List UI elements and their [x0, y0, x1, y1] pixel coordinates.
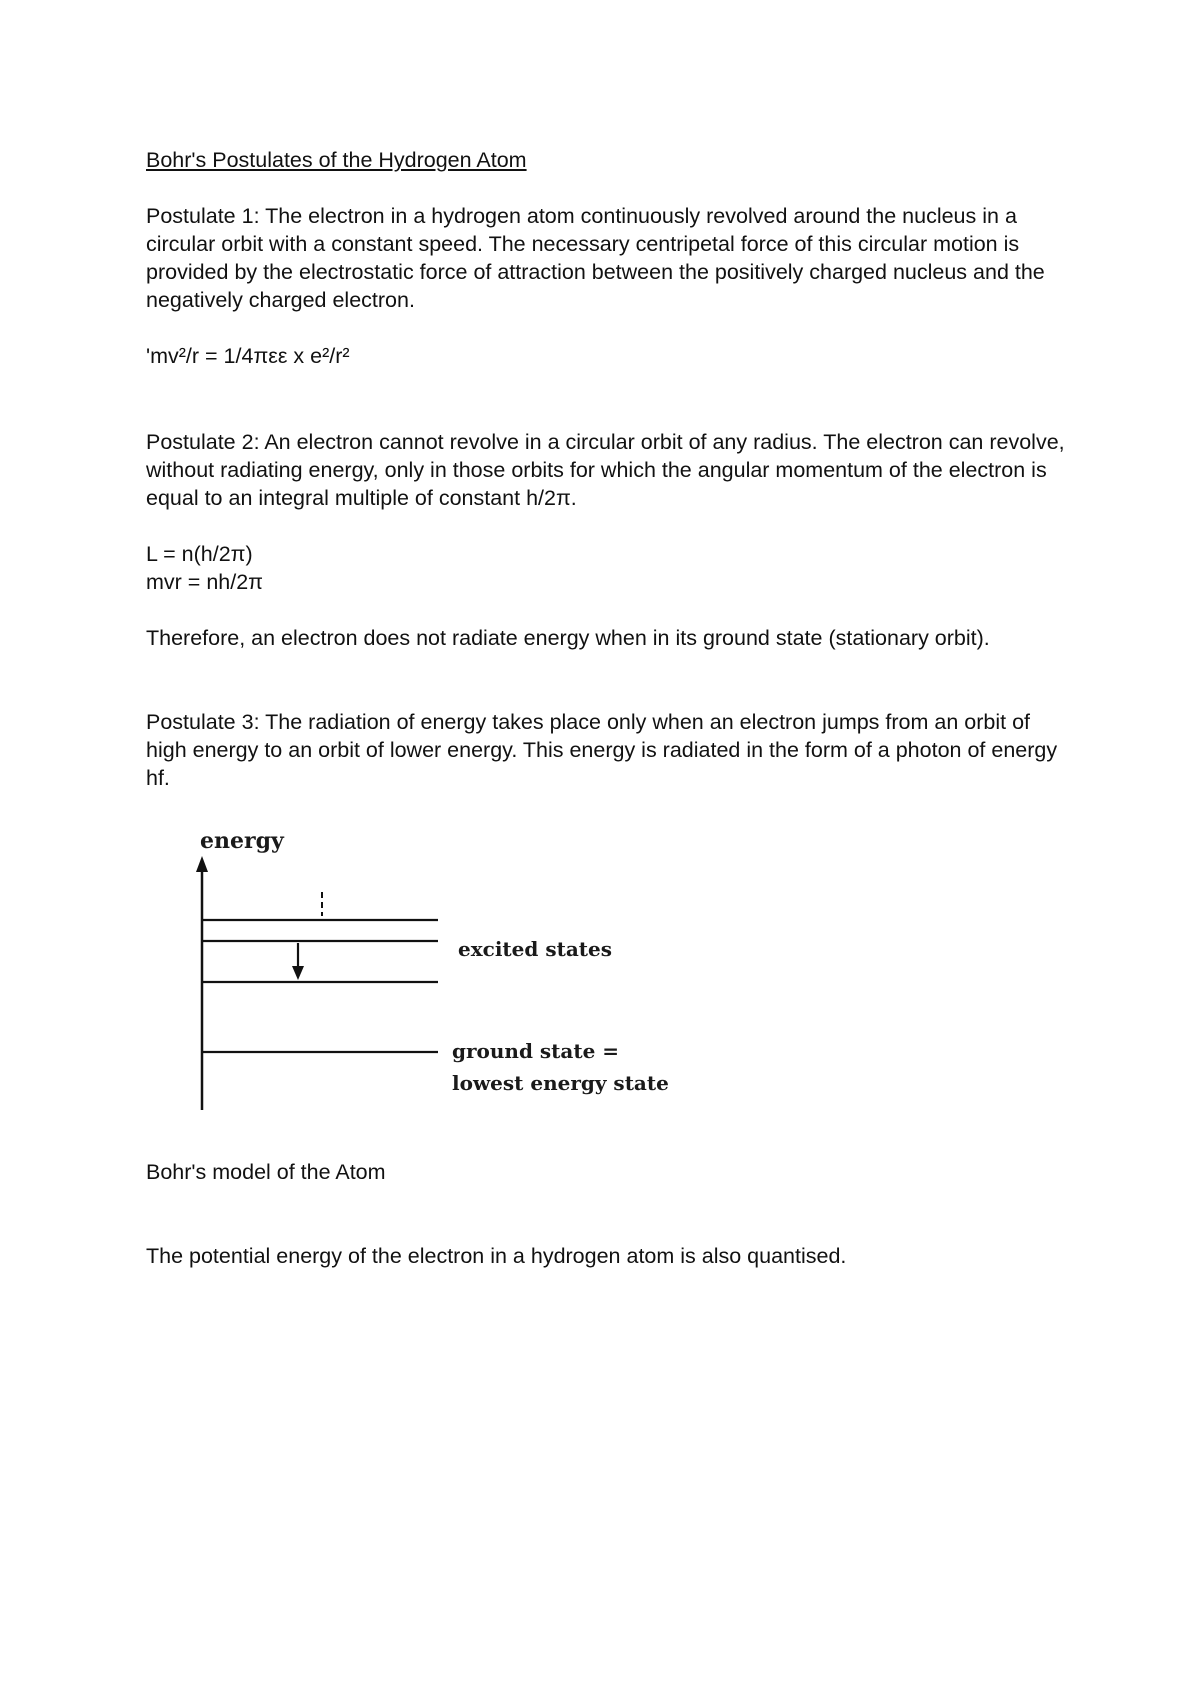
therefore-paragraph: Therefore, an electron does not radiate energy when in its ground state (stationary orbit).: [146, 626, 990, 650]
diagram-caption: Bohr's model of the Atom: [146, 1160, 386, 1184]
document-title: Bohr's Postulates of the Hydrogen Atom: [146, 148, 527, 172]
postulate-2-paragraph: Postulate 2: An electron cannot revolve in a circular orbit of any radius. The electron can revolve, without radiating energy, only in those orbits for which the angular momentum of the electron is equal to an integral multiple of constant h/2π.: [146, 430, 1065, 510]
angular-momentum-equation: L = n(h/2π): [146, 542, 253, 566]
transition-arrowhead: [292, 966, 304, 980]
postulate-1-paragraph: Postulate 1: The electron in a hydrogen atom continuously revolved around the nucleus in a circular orbit with a constant speed. The necessary centripetal force of this circular motion is provided by the electrostatic force of attraction between the positively charged nucleus and the negatively charged electron.: [146, 204, 1045, 312]
energy-level-diagram: [180, 820, 780, 1120]
energy-axis-label: energy: [200, 828, 284, 854]
postulate-3-paragraph: Postulate 3: The radiation of energy takes place only when an electron jumps from an orbit of high energy to an orbit of lower energy. This energy is radiated in the form of a photon of energy hf.: [146, 710, 1058, 790]
excited-states-label: excited states: [458, 937, 613, 961]
lowest-energy-label: lowest energy state: [452, 1071, 669, 1095]
closing-paragraph: The potential energy of the electron in a hydrogen atom is also quantised.: [146, 1244, 847, 1268]
ground-state-label: ground state =: [452, 1039, 620, 1063]
energy-axis-arrowhead: [196, 856, 208, 872]
centripetal-force-equation: 'mv²/r = 1/4πεε x e²/r²: [146, 344, 350, 368]
energy-level-svg: [180, 820, 780, 1120]
mvr-equation: mvr = nh/2π: [146, 570, 264, 594]
